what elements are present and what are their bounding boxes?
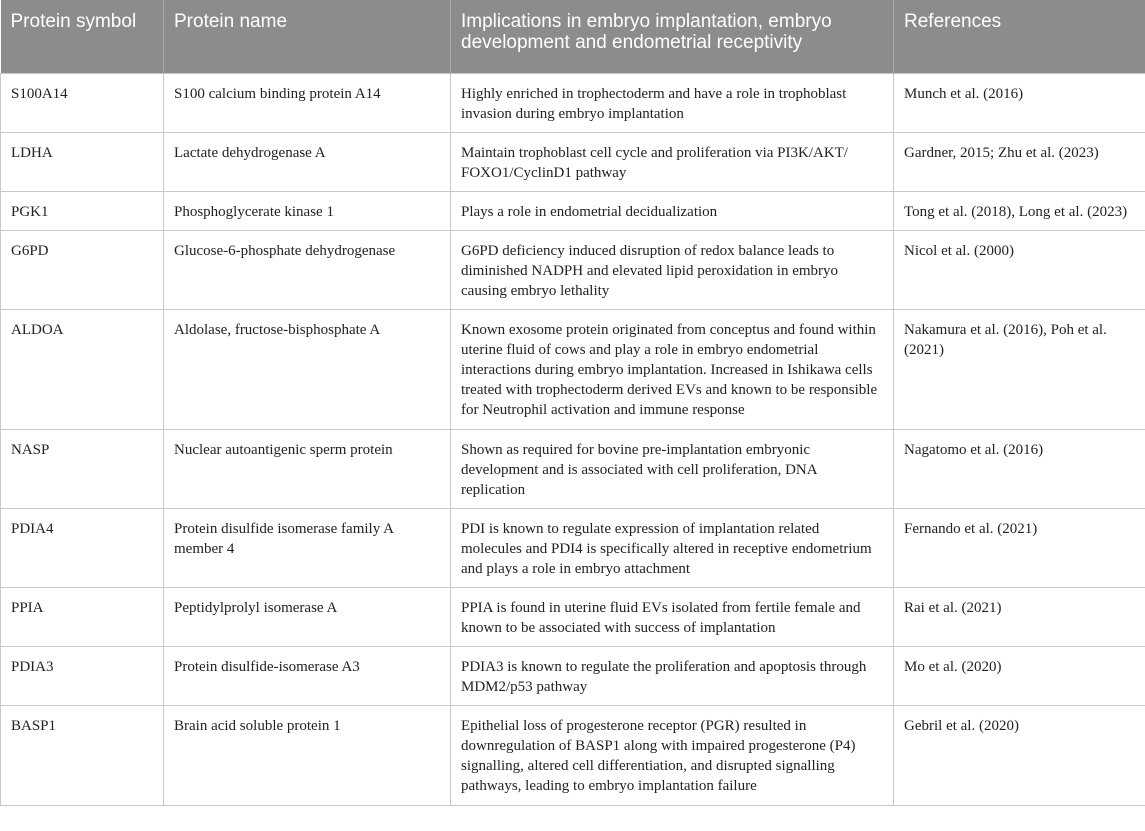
header-protein-symbol: Protein symbol [1,0,164,73]
cell-references: Mo et al. (2020) [894,646,1145,705]
cell-symbol: NASP [1,429,164,508]
cell-references: Gardner, 2015; Zhu et al. (2023) [894,132,1145,191]
cell-references: Nicol et al. (2000) [894,230,1145,309]
table-body [1,73,1145,805]
cell-references: Nagatomo et al. (2016) [894,429,1145,508]
cell-implication: G6PD deficiency induced disruption of redox balance leads to diminished NADPH and elevated lipid peroxidation in embryo causing embryo lethality [451,230,894,309]
cell-symbol: PGK1 [1,191,164,230]
cell-implication: Shown as required for bovine pre-implantation embryonic development and is associated with cell proliferation, DNA replication [451,429,894,508]
cell-name: Lactate dehydrogenase A [164,132,451,191]
cell-symbol: G6PD [1,230,164,309]
cell-implication: Highly enriched in trophectoderm and have a role in trophoblast invasion during embryo implantation [451,73,894,132]
cell-name: Protein disulfide isomerase family A member 4 [164,508,451,587]
cell-name: Nuclear autoantigenic sperm protein [164,429,451,508]
table-header [1,0,1145,73]
table-row [1,646,1145,705]
table-row [1,705,1145,805]
cell-implication: Plays a role in endometrial decidualization [451,191,894,230]
cell-symbol: LDHA [1,132,164,191]
header-row [1,0,1145,73]
cell-name: S100 calcium binding protein A14 [164,73,451,132]
header-protein-name: Protein name [164,0,451,73]
cell-symbol: ALDOA [1,309,164,429]
cell-name: Glucose-6-phosphate dehydrogenase [164,230,451,309]
cell-name: Aldolase, fructose-bisphosphate A [164,309,451,429]
cell-symbol: BASP1 [1,705,164,805]
table-row [1,587,1145,646]
header-references: References [894,0,1145,73]
cell-references: Nakamura et al. (2016), Poh et al. (2021) [894,309,1145,429]
cell-symbol: PDIA4 [1,508,164,587]
table-row [1,429,1145,508]
table-row [1,508,1145,587]
cell-name: Protein disulfide-isomerase A3 [164,646,451,705]
cell-implication: Maintain trophoblast cell cycle and proliferation via PI3K/AKT/ FOXO1/CyclinD1 pathway [451,132,894,191]
cell-references: Gebril et al. (2020) [894,705,1145,805]
table-row [1,309,1145,429]
cell-implication: PDI is known to regulate expression of implantation related molecules and PDI4 is specifically altered in receptive endometrium and plays a role in embryo attachment [451,508,894,587]
cell-implication: Epithelial loss of progesterone receptor (PGR) resulted in downregulation of BASP1 along with impaired progesterone (P4) signalling, altered cell differentiation, and disrupted signalling pathways, leading to embryo implantation failure [451,705,894,805]
cell-references: Rai et al. (2021) [894,587,1145,646]
cell-references: Munch et al. (2016) [894,73,1145,132]
table-row [1,191,1145,230]
header-implications: Implications in embryo implantation, embryo development and endometrial receptivity [451,0,894,73]
cell-symbol: S100A14 [1,73,164,132]
cell-implication: Known exosome protein originated from conceptus and found within uterine fluid of cows and play a role in embryo endometrial interactions during embryo implantation. Increased in Ishikawa cells treated with trophectoderm derived EVs and known to be responsible for Neutrophil activation and immune response [451,309,894,429]
cell-name: Peptidylprolyl isomerase A [164,587,451,646]
cell-implication: PPIA is found in uterine fluid EVs isolated from fertile female and known to be associated with success of implantation [451,587,894,646]
cell-references: Tong et al. (2018), Long et al. (2023) [894,191,1145,230]
table-row [1,132,1145,191]
cell-name: Phosphoglycerate kinase 1 [164,191,451,230]
cell-implication: PDIA3 is known to regulate the proliferation and apoptosis through MDM2/p53 pathway [451,646,894,705]
cell-symbol: PDIA3 [1,646,164,705]
cell-references: Fernando et al. (2021) [894,508,1145,587]
table-row [1,73,1145,132]
cell-symbol: PPIA [1,587,164,646]
table-row [1,230,1145,309]
cell-name: Brain acid soluble protein 1 [164,705,451,805]
